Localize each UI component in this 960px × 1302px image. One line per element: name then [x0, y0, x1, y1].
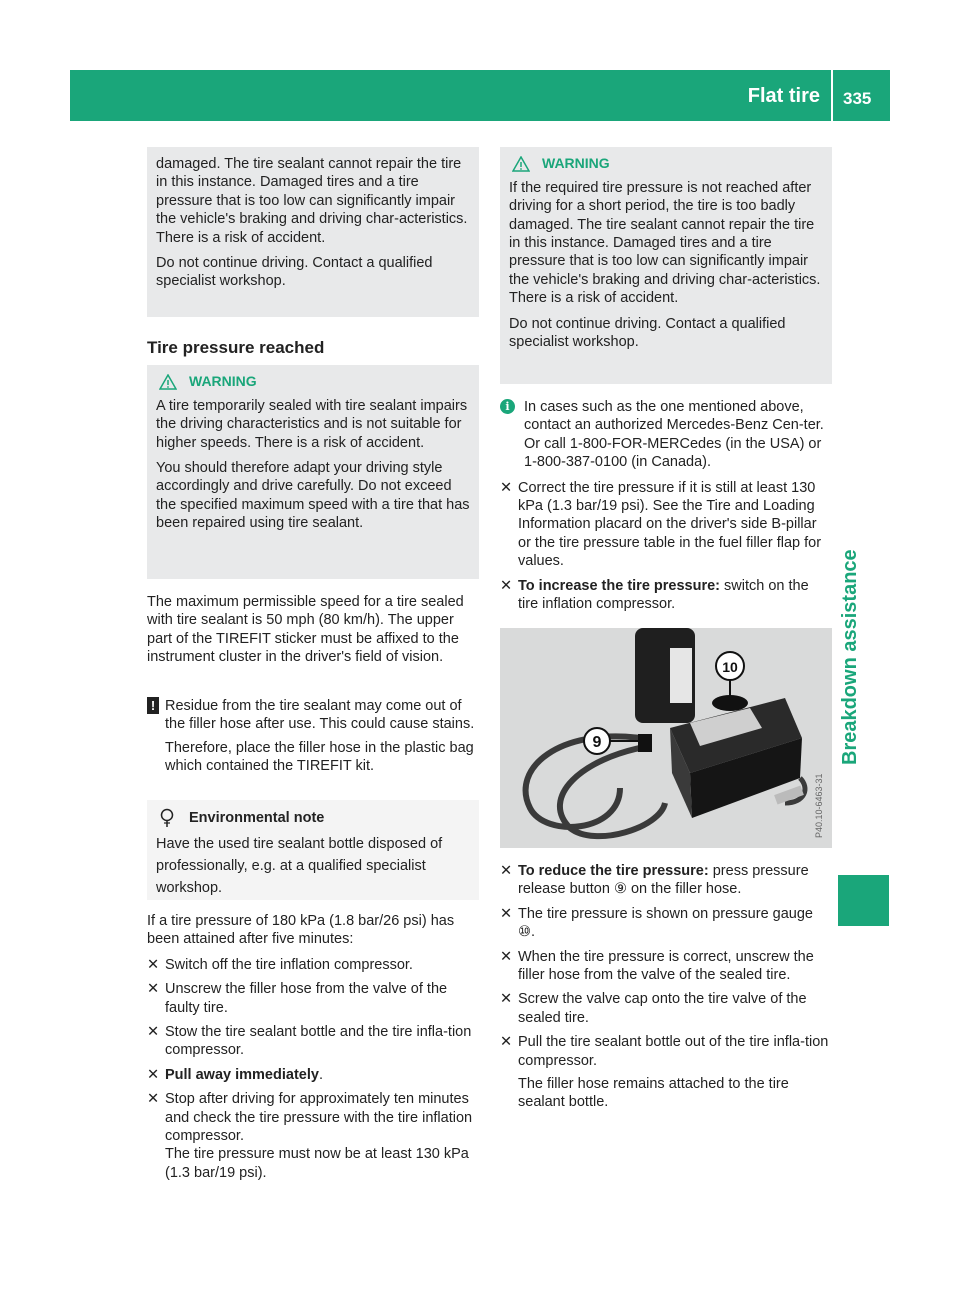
notice-text: Therefore, place the filler hose in the plastic bag which contained the TIREFIT kit. [165, 739, 474, 775]
step-text: Pull the tire sealant bottle out of the tire infla-tion compressor. [518, 1034, 829, 1069]
step-text: . [318, 1066, 323, 1083]
step-text: press pressure release button [518, 863, 809, 898]
step-text: . [531, 924, 536, 941]
step-bold-text: To reduce the tire pressure: [518, 863, 709, 879]
speed-paragraph: The maximum permissible speed for a tire sealed with tire sealant is 50 mph (80 km/h). The upper part of the TIREFIT sticker must be affixed to the instrument cluster in the driver's field of vision. [147, 594, 464, 666]
list-item [500, 990, 832, 1027]
info-icon: i [500, 399, 515, 414]
step-text: The tire pressure is shown on pressure gauge [518, 905, 813, 922]
step-text: The tire pressure must now be at least 130 kPa (1.3 bar/19 psi). [165, 1146, 469, 1181]
page-title: Flat tire [747, 85, 820, 107]
step-text: Correct the tire pressure if it is still at least 130 kPa (1.3 bar/19 psi). See the Tire and Loading Information placard on the driver's side B-pillar or the tire pressure table in the fuel filler flap for values. [518, 479, 822, 570]
marker-10: ⑩ [518, 924, 531, 941]
warning-text: Do not continue driving. Contact a qualified specialist workshop. [509, 315, 786, 351]
warning-triangle-icon [159, 374, 177, 390]
list-item [500, 862, 832, 899]
exclamation-icon: ! [147, 697, 159, 714]
env-header [156, 808, 470, 828]
pressure-paragraph-block [147, 912, 479, 1188]
arrow-bullet-icon: ✕ [147, 1091, 160, 1108]
list-item [147, 956, 479, 974]
warning-text: Do not continue driving. Contact a qualified specialist workshop. [156, 255, 433, 290]
callout-10: 10 [722, 659, 738, 675]
list-item [147, 980, 479, 1017]
callout-9: 9 [592, 734, 602, 751]
page-number: 335 [843, 89, 872, 108]
list-item [500, 948, 832, 985]
info-item [500, 398, 832, 472]
arrow-bullet-icon: ✕ [147, 981, 160, 998]
pressure-paragraph: If a tire pressure of 180 kPa (1.8 bar/26 psi) has been attained after five minutes: [147, 913, 455, 948]
warning-text: You should therefore adapt your driving style accordingly and drive carefully. Do not exceed the specified maximum speed with a tire that has been repaired using tire sealant. [156, 459, 470, 532]
final-note: The filler hose remains attached to the tire sealant bottle. [518, 1076, 789, 1111]
warning-box [147, 365, 479, 579]
arrow-bullet-icon: ✕ [500, 1034, 513, 1051]
step-text: on the filler hose. [626, 881, 742, 898]
env-label: Environmental note [189, 809, 325, 826]
arrow-bullet-icon: ✕ [500, 577, 513, 594]
arrow-bullet-icon: ✕ [147, 1024, 160, 1041]
section-heading: Tire pressure reached [147, 337, 479, 368]
notice-block [147, 697, 479, 782]
warning-text: damaged. The tire sealant cannot repair the tire in this instance. Damaged tires and a tire pressure that is too low can significantly impair the vehicle's braking and driving char-acteristics. There is a risk of accident. [156, 156, 468, 246]
step-text: Screw the valve cap onto the tire valve of the sealed tire. [518, 991, 807, 1026]
info-text: In cases such as the one mentioned above, contact an authorized Mercedes-Benz Cen-ter. Or call 1-800-FOR-MERCedes (in the USA) or 1-800-387-0100 (in Canada). [524, 399, 824, 471]
marker-9: ⑨ [613, 881, 627, 898]
step-text: Switch off the tire inflation compressor. [165, 956, 413, 973]
arrow-bullet-icon: ✕ [500, 948, 513, 965]
right-steps-bottom [500, 862, 832, 1118]
warning-label: WARNING [542, 155, 610, 171]
notice-item [147, 697, 479, 776]
warning-header [156, 373, 470, 391]
tirefit-kit-photo [500, 628, 832, 848]
lightbulb-icon [159, 808, 175, 828]
step-text: Unscrew the filler hose from the valve of the faulty tire. [165, 981, 448, 1016]
header-divider [831, 70, 833, 121]
warning-triangle-icon [512, 156, 530, 172]
list-item [500, 1033, 832, 1112]
step-text: When the tire pressure is correct, unscrew the filler hose from the valve of the sealed tire. [518, 948, 814, 984]
list-item [147, 1023, 479, 1060]
step-text: Stow the tire sealant bottle and the tire infla-tion compressor. [165, 1024, 472, 1059]
env-text: Have the used tire sealant bottle disposed of professionally, e.g. at a qualified specialist workshop. [156, 836, 443, 896]
warning-header [509, 155, 823, 173]
warning-text: If the required tire pressure is not reached after driving for a short period, the tire is too badly damaged. The tire sealant cannot repair the tire in this instance. Damaged tires and a tire pressure that is too low can significantly impair the vehicle's braking and driving char-acteristics. There is a risk of accident. [509, 179, 821, 307]
step-text: Stop after driving for approximately ten minutes and check the tire pressure with the tire inflation compressor. [165, 1091, 473, 1145]
warning-box [500, 147, 832, 384]
list-item [500, 577, 832, 614]
list-item [147, 1090, 479, 1182]
arrow-bullet-icon: ✕ [500, 863, 513, 879]
tirefit-kit-illustration [500, 628, 832, 848]
warning-text: A tire temporarily sealed with tire sealant impairs the driving characteristics and is not suitable for higher speeds. There is a risk of accident. [156, 397, 468, 451]
warning-continuation-box [147, 147, 479, 317]
step-text: switch on the tire inflation compressor. [518, 577, 809, 613]
body-paragraph [147, 593, 479, 667]
section-tab-marker [838, 875, 889, 926]
arrow-bullet-icon: ✕ [147, 1066, 160, 1083]
step-bold-text: To increase the tire pressure: [518, 577, 721, 594]
section-tab-label: Breakdown assistance [839, 549, 861, 765]
environmental-note-box [147, 800, 479, 900]
right-steps-top [500, 398, 832, 619]
notice-text: Residue from the tire sealant may come out of the filler hose after use. This could cause stains. [165, 698, 475, 733]
arrow-bullet-icon: ✕ [500, 905, 513, 922]
list-item [500, 479, 832, 571]
list-item [500, 905, 832, 942]
step-bold-text: Pull away immediately [165, 1066, 319, 1083]
arrow-bullet-icon: ✕ [500, 479, 513, 496]
image-code: P40.10-6463-31 [814, 773, 824, 838]
warning-label: WARNING [189, 373, 257, 389]
arrow-bullet-icon: ✕ [500, 991, 513, 1008]
arrow-bullet-icon: ✕ [147, 956, 160, 973]
list-item [147, 1066, 479, 1084]
